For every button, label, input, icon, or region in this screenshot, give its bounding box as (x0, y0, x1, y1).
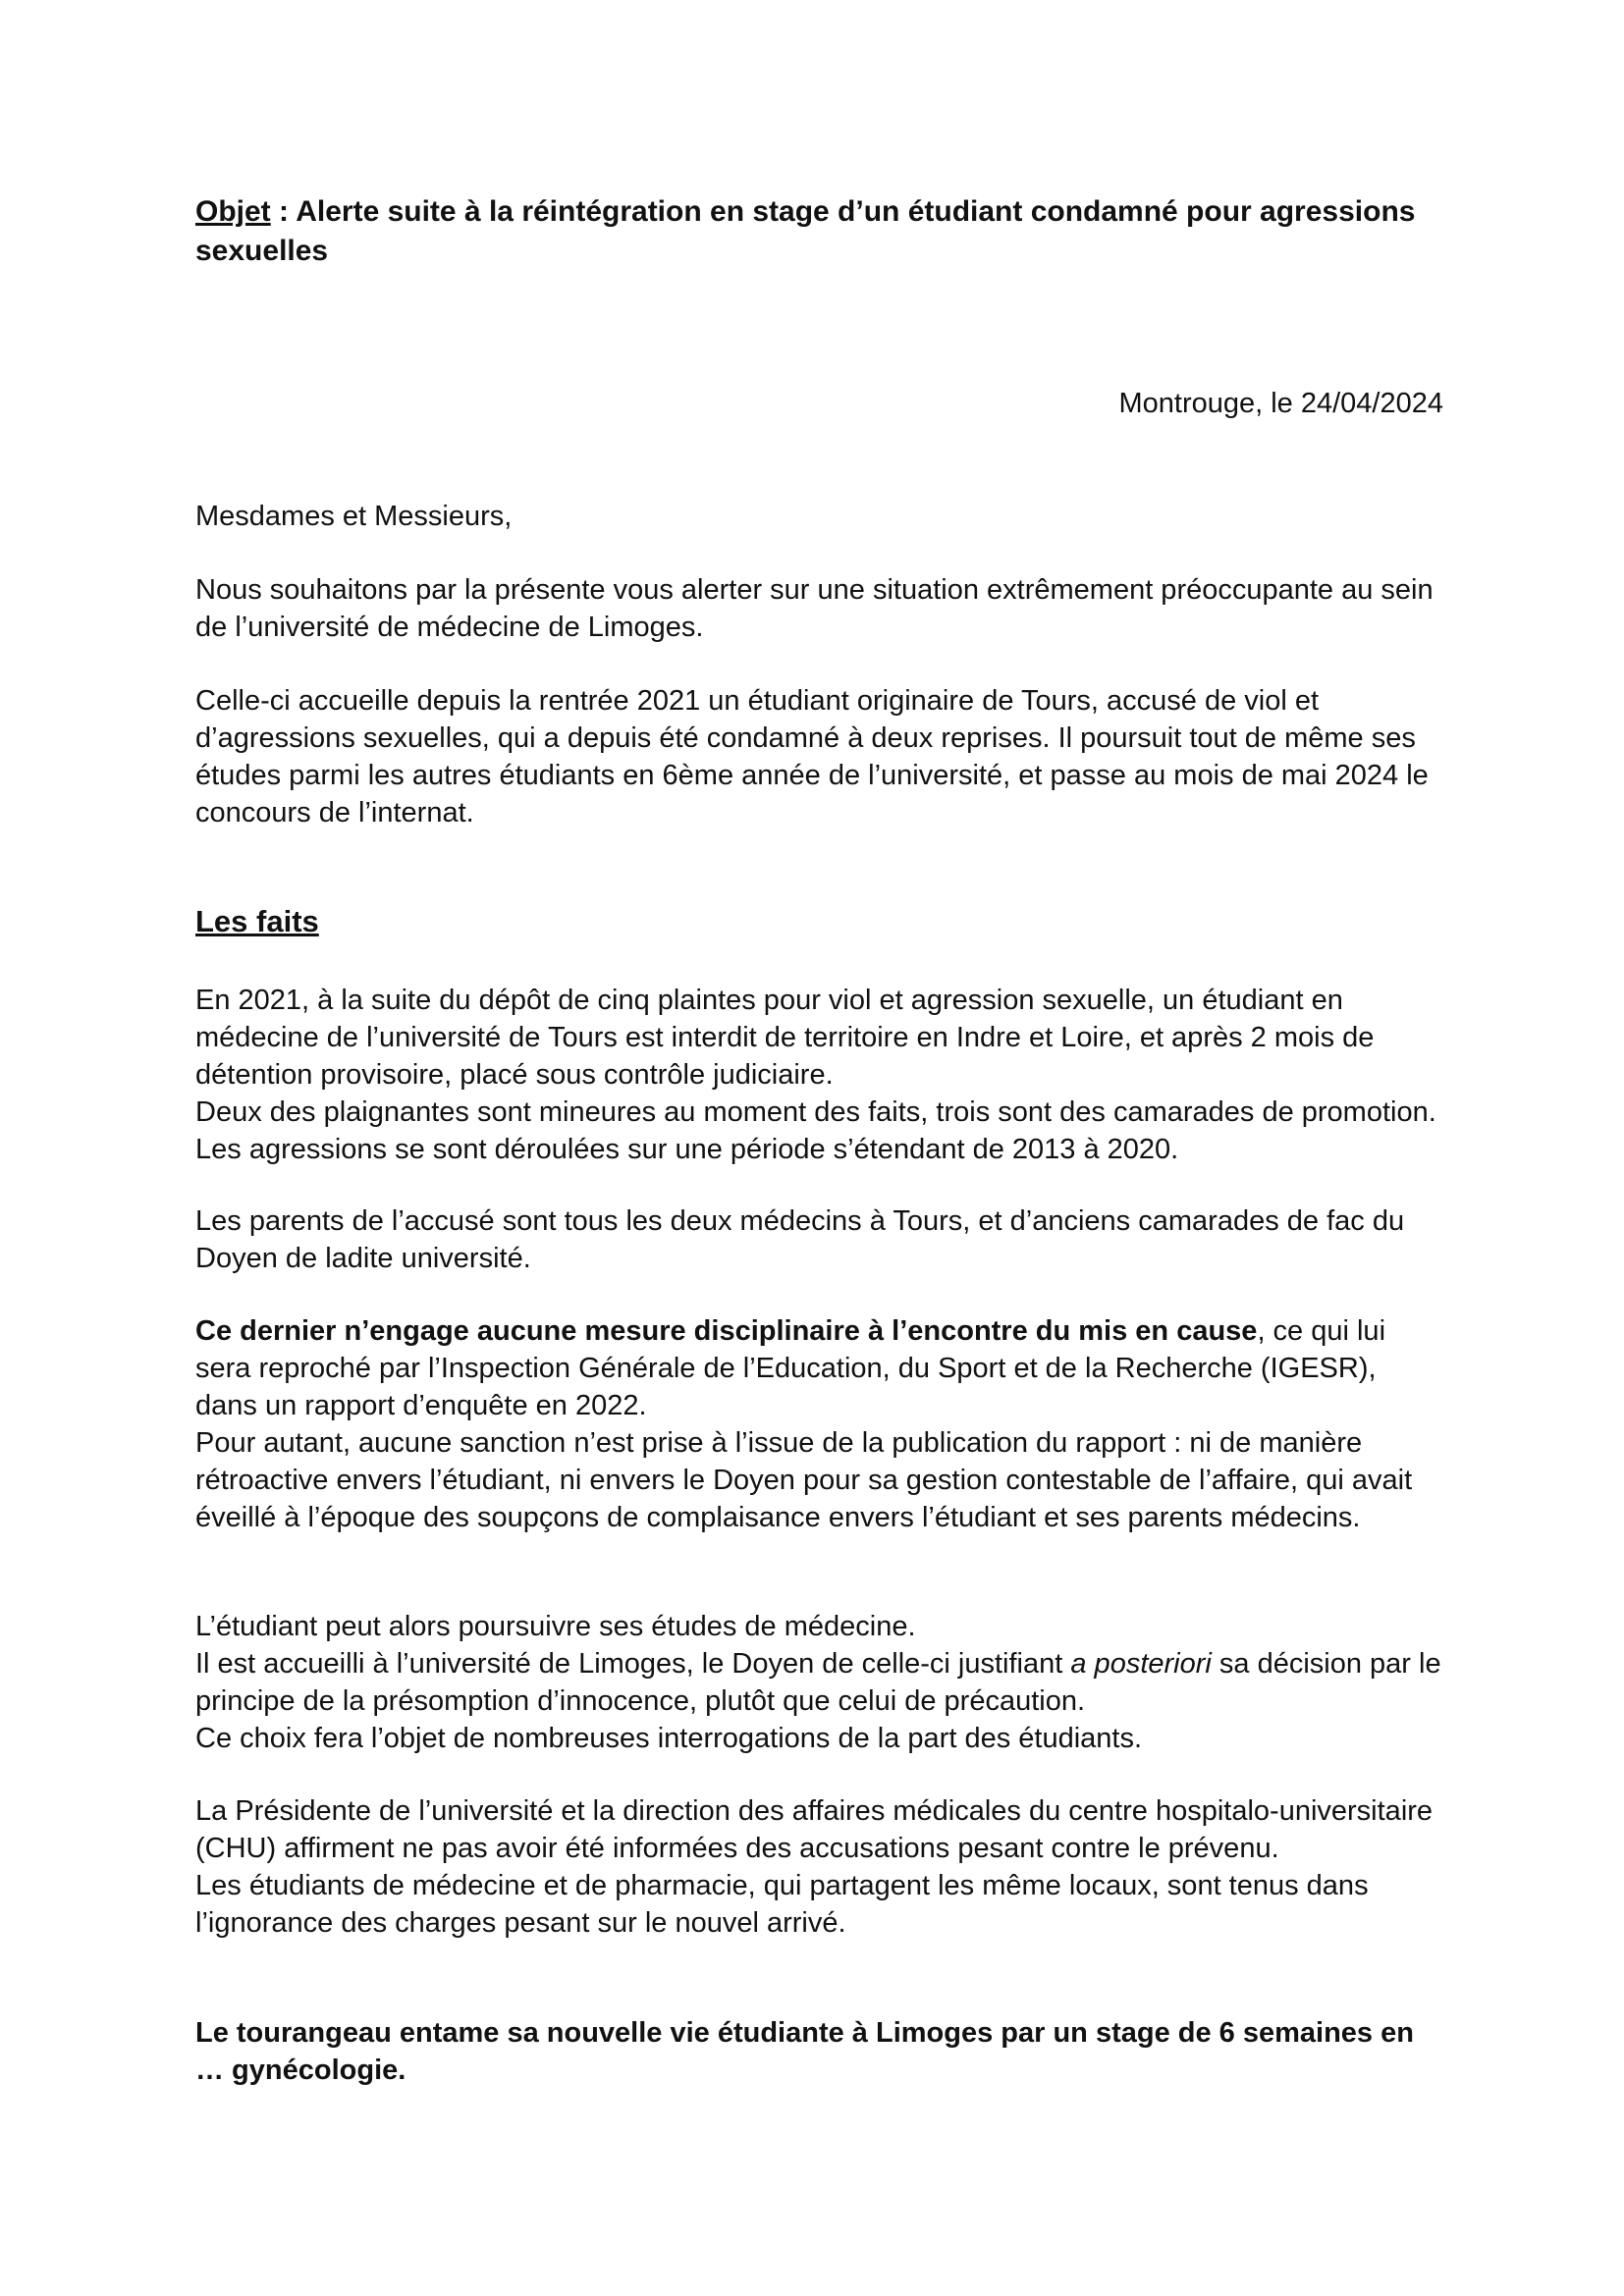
facts-paragraph-3-bold: Ce dernier n’engage aucune mesure disciplinaire à l’encontre du mis en cause (195, 1315, 1258, 1347)
facts-paragraph-1 (195, 982, 1442, 1168)
facts-paragraph-3 (195, 1312, 1442, 1536)
facts-paragraph-2: Les parents de l’accusé sont tous les deux médecins à Tours, et d’anciens camarades de fac du Doyen de ladite université. (195, 1205, 1405, 1274)
subject-line (195, 192, 1442, 271)
facts-paragraph-4b-start: Il est accueilli à l’université de Limoges, le Doyen de celle-ci justifiant (195, 1648, 1071, 1680)
facts-paragraph-1b: Deux des plaignantes sont mineures au moment des faits, trois sont des camarades de promotion. Les agressions se sont déroulées sur une période s’étendant de 2013 à 2020. (195, 1096, 1436, 1165)
facts-paragraph-3b: Pour autant, aucune sanction n’est prise à l’issue de la publication du rapport : ni de manière rétroactive envers l’étudiant, ni envers le Doyen pour sa gestion contestable de l’affaire, qui avait éveillé à l’époque des soupçons de complaisance envers l’étudiant et ses parents médecins. (195, 1427, 1413, 1533)
facts-paragraph-5b: Les étudiants de médecine et de pharmacie, qui partagent les même locaux, sont tenus dans l’ignorance des charges pesant sur le nouvel arrivé. (195, 1870, 1369, 1939)
letter-date: Montrouge, le 24/04/2024 (1118, 388, 1443, 419)
intro-paragraph-2: Celle-ci accueille depuis la rentrée 2021 un étudiant originaire de Tours, accusé de viol et d’agressions sexuelles, qui a depuis été condamné à deux reprises. Il poursuit tout de même ses études parmi les autres étudiants en 6ème année de l’université, et passe au mois de mai 2024 le concours de l’internat. (195, 685, 1429, 828)
facts-paragraph-4c: Ce choix fera l’objet de nombreuses interrogations de la part des étudiants. (195, 1723, 1143, 1754)
facts-paragraph-4 (195, 1608, 1442, 1757)
facts-paragraph-1a: En 2021, à la suite du dépôt de cinq plaintes pour viol et agression sexuelle, un étudiant en médecine de l’université de Tours est interdit de territoire en Indre et Loire, et après 2 mois de détention provisoire, placé sous contrôle judiciaire. (195, 985, 1375, 1091)
facts-paragraph-4b-end: sa décision par le principe de la présomption d’innocence, plutôt que celui de précaution. (195, 1648, 1441, 1717)
facts-paragraph-6: Le tourangeau entame sa nouvelle vie étudiante à Limoges par un stage de 6 semaines en … gynécologie. (195, 2017, 1414, 2086)
facts-paragraph-4a: L’étudiant peut alors poursuivre ses études de médecine. (195, 1611, 916, 1642)
section-title-facts: Les faits (195, 904, 319, 938)
facts-paragraph-4b-italic: a posteriori (1070, 1648, 1212, 1680)
facts-paragraph-3-rest: , ce qui lui sera reproché par l’Inspection Générale de l’Education, du Sport et de la Recherche (IGESR), dans un rapport d’enquête en 2022. (195, 1315, 1386, 1421)
subject-text: : Alerte suite à la réintégration en stage d’un étudiant condamné pour agressions sexuelles (195, 195, 1416, 267)
subject-label: Objet (195, 195, 271, 228)
greeting: Mesdames et Messieurs, (195, 501, 513, 532)
facts-paragraph-5a: La Présidente de l’université et la direction des affaires médicales du centre hospitalo-universitaire (CHU) affirment ne pas avoir été informées des accusations pesant contre le prévenu. (195, 1795, 1434, 1864)
facts-paragraph-4b (195, 1645, 1442, 1720)
facts-paragraph-3a (195, 1312, 1442, 1424)
facts-paragraph-5 (195, 1792, 1442, 1942)
intro-paragraph-1: Nous souhaitons par la présente vous alerter sur une situation extrêmement préoccupante au sein de l’université de médecine de Limoges. (195, 574, 1434, 643)
